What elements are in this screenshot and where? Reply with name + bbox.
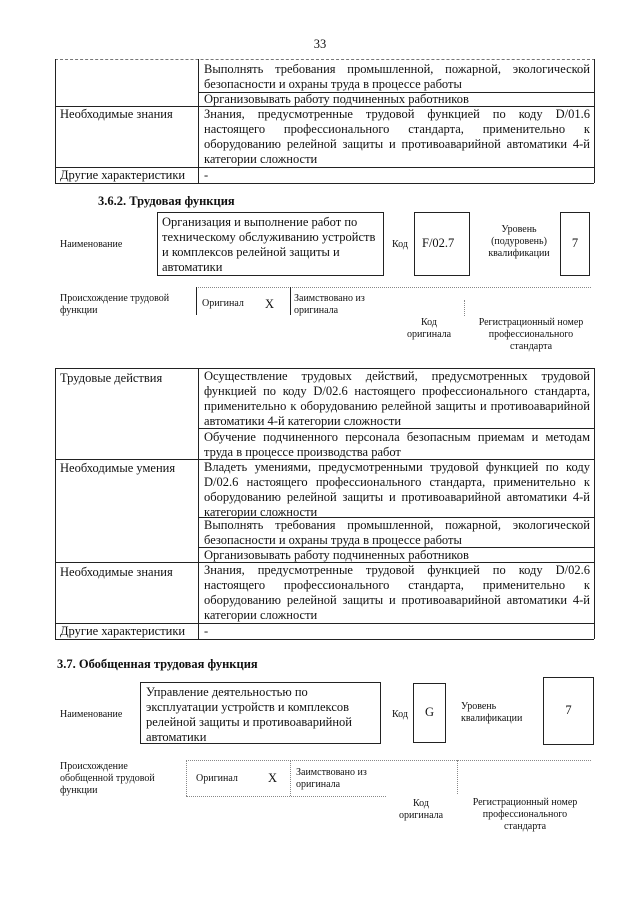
name-label: Наименование <box>60 239 123 250</box>
row-label-knowledge: Необходимые знания <box>60 107 173 121</box>
code-label: Код <box>392 709 408 720</box>
level-label: Уровень квалификации <box>461 701 523 724</box>
section-heading: 3.6.2. Трудовая функция <box>98 194 235 208</box>
page-number: 33 <box>313 37 327 51</box>
origin-label: Происхождение обобщенной трудовой функции <box>60 761 155 796</box>
row-label-other: Другие характеристики <box>60 624 186 638</box>
code-original-label: Код оригинала <box>406 317 452 340</box>
reg-number-label: Регистрационный номер профессионального стандарта <box>472 797 578 832</box>
origin-divider <box>186 760 187 796</box>
table-border <box>198 368 199 639</box>
origin-bottom-line <box>186 796 386 797</box>
row-label-knowledge: Необходимые знания <box>60 565 173 579</box>
code-value: G <box>424 705 435 719</box>
table-cell: Знания, предусмотренные трудовой функцией по коду D/01.6 настоящего профессионального стандарта, применительно к оборудованию релейной защиты и противоаварийной автоматики 4-й категории сложности <box>204 107 590 166</box>
table-cell: Выполнять требования промышленной, пожарной, экологической безопасности и охраны труда в процессе работы <box>204 62 590 91</box>
original-mark: X <box>265 297 275 311</box>
origin-top-line <box>196 287 591 288</box>
table-cell: Выполнять требования промышленной, пожарной, экологической безопасности и охраны труда в процессе работы <box>204 518 590 547</box>
code-label: Код <box>392 239 408 250</box>
level-label: Уровень (подуровень) квалификации <box>488 224 550 259</box>
original-mark: X <box>268 771 278 785</box>
reg-number-label: Регистрационный номер профессионального стандарта <box>478 317 584 352</box>
level-value: 7 <box>571 236 579 250</box>
origin-divider <box>457 760 458 794</box>
table-border <box>55 59 56 183</box>
row-label-other: Другие характеристики <box>60 168 186 182</box>
code-original-label: Код оригинала <box>398 798 444 821</box>
table-border <box>594 368 595 639</box>
row-divider <box>55 183 594 184</box>
original-label: Оригинал <box>196 773 238 784</box>
origin-divider <box>290 287 291 315</box>
name-label: Наименование <box>60 709 123 720</box>
table-cell: Организовывать работу подчиненных работников <box>204 548 469 562</box>
table-border <box>55 368 56 639</box>
origin-label: Происхождение трудовой функции <box>60 293 170 316</box>
table-cell: Осуществление трудовых действий, предусмотренных трудовой функцией по коду D/02.6 настоящего профессионального стандарта, применительно к оборудованию релейной защиты и противоаварийной автоматики 4-й категории сложности <box>204 369 590 428</box>
table-cell: Обучение подчиненного персонала безопасным приемам и методам труда в процессе производства работ <box>204 430 590 459</box>
name-value: Управление деятельностью по эксплуатации устройств и комплексов релейной защиты и противоаварийной автоматики <box>146 685 352 744</box>
origin-divider <box>290 760 291 796</box>
name-value: Организация и выполнение работ по техническому обслуживанию устройств и комплексов релейной защиты и автоматики <box>162 215 376 274</box>
table-top-cut <box>55 59 595 60</box>
level-value: 7 <box>565 703 572 717</box>
table-cell: Владеть умениями, предусмотренными трудовой функцией по коду D/02.6 настоящего профессионального стандарта, применительно к оборудованию релейной защиты и противоаварийной автоматики 4-й категории сложности <box>204 460 590 519</box>
table-cell: Организовывать работу подчиненных работников <box>204 92 469 106</box>
borrowed-label: Заимствовано из оригинала <box>294 293 365 316</box>
row-label-actions: Трудовые действия <box>60 371 163 385</box>
origin-top-line <box>186 760 591 761</box>
code-value: F/02.7 <box>422 236 455 250</box>
origin-divider <box>196 287 197 315</box>
table-cell: Знания, предусмотренные трудовой функцией по коду D/02.6 настоящего профессионального стандарта, применительно к оборудованию релейной защиты и противоаварийной автоматики 4-й категории сложности <box>204 563 590 622</box>
table-cell: - <box>204 168 209 182</box>
table-border <box>198 59 199 183</box>
table-border <box>594 59 595 183</box>
row-divider <box>55 639 594 640</box>
section-heading: 3.7. Обобщенная трудовая функция <box>57 657 258 671</box>
original-label: Оригинал <box>202 298 244 309</box>
borrowed-label: Заимствовано из оригинала <box>296 767 367 790</box>
origin-divider <box>464 300 465 316</box>
table-cell: - <box>204 624 209 638</box>
row-label-skills: Необходимые умения <box>60 461 176 475</box>
